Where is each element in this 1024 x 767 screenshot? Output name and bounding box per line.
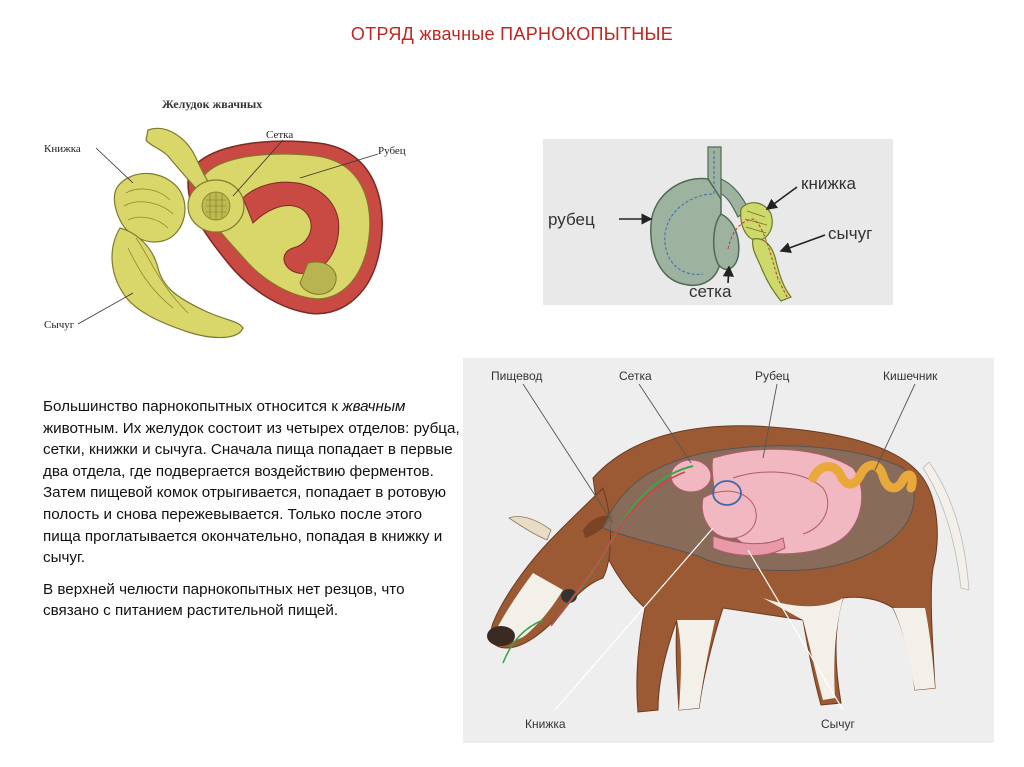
paragraph-1: Большинство парнокопытных относится к жвачным животным. Их желудок состоит из четырех отделов: рубца, сетки, книжки и сычуга. Сначала пища попадает в первые два отдела, где подвергается воздействию ферментов. Затем пищевой комок отрыгивается, попадает в ротовую полость и снова пережевывается. Только после этого пища проглатывается окончательно, попадая в книжку и сычуг. <box>43 398 460 567</box>
scheme-sychug-shape <box>753 239 791 301</box>
stomach-drawing-heading: Желудок жвачных <box>162 97 263 111</box>
cow-label-rubets: Рубец <box>755 369 790 383</box>
scheme-setka-shape <box>714 214 739 269</box>
scheme-label-sychug: сычуг <box>828 224 873 243</box>
drawing-label-sychug: Сычуг <box>44 319 75 331</box>
cow-label-knizhka: Книжка <box>525 717 566 731</box>
body-text <box>43 396 463 632</box>
cow-label-setka: Сетка <box>619 369 652 383</box>
cow-label-sychug: Сычуг <box>821 717 855 731</box>
cow-digestion-figure <box>463 358 994 743</box>
cow-label-pishchevod: Пищевод <box>491 369 543 383</box>
slide-title: ОТРЯД жвачные ПАРНОКОПЫТНЫЕ <box>350 24 674 44</box>
drawing-label-rubets: Рубец <box>378 145 406 157</box>
scheme-label-setka: сетка <box>689 282 732 301</box>
stomach-drawing-figure <box>38 88 438 348</box>
emphasis-word: жвачным <box>342 398 406 415</box>
cow-label-kishechnik: Кишечник <box>883 369 938 383</box>
stomach-scheme-figure <box>543 139 893 305</box>
paragraph-2: В верхней челюсти парнокопытных нет резцов, что связано с питанием растительной пищей. <box>43 580 405 620</box>
scheme-label-rubets: рубец <box>548 210 595 229</box>
drawing-label-setka: Сетка <box>266 129 294 141</box>
drawing-label-knizhka: Книжка <box>44 143 81 155</box>
scheme-label-knizhka: книжка <box>801 174 856 193</box>
